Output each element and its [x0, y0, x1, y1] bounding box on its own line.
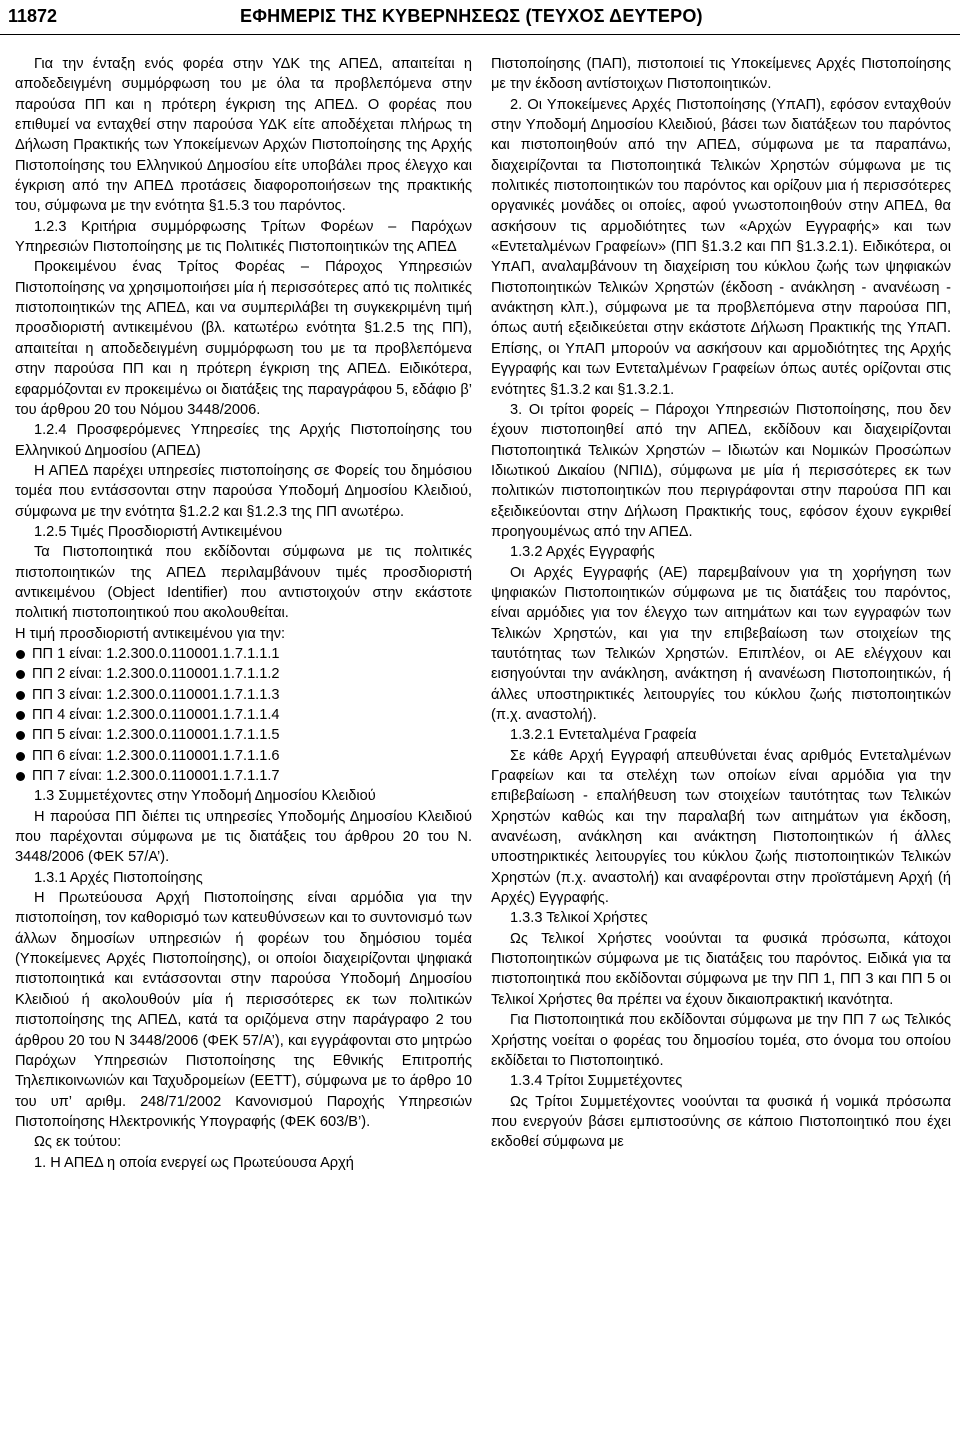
oid-list: [15, 644, 472, 786]
section-heading-1-2-5: 1.2.5 Τιμές Προσδιοριστή Αντικειμένου: [34, 523, 283, 540]
paragraph: 3. Οι τρίτοι φορείς – Πάροχοι Υπηρεσιών Πιστοποίησης, που δεν έχουν πιστοποιηθεί από την ΑΠΕΔ, εκδίδουν και διαχειρίζονται Πιστοποιητικά Τελικών Χρηστών – Ιδιωτών και Νομικών Προσώπων Ιδιωτικού Δικαίου (ΝΠΙΔ), σύμφωνα με μία ή περισσότερες εκ των πολιτικών πιστοποιητικών που περιγράφονται στην παρούσα ΠΠ και εξειδικεύονται στην Δήλωση Πρακτικής τους, εφόσον έχουν εγκριθεί προηγουμένως από την ΑΠΕΔ.: [491, 401, 951, 540]
list-item-text: ΠΠ 6 είναι: 1.2.300.0.110001.1.7.1.1.6: [32, 747, 280, 764]
section-heading-1-3-2: 1.3.2 Αρχές Εγγραφής: [510, 544, 655, 561]
list-item-text: ΠΠ 3 είναι: 1.2.300.0.110001.1.7.1.1.3: [32, 686, 280, 703]
gazette-title: ΕΦΗΜΕΡΙΣ ΤΗΣ ΚΥΒΕΡΝΗΣΕΩΣ (ΤΕΥΧΟΣ ΔΕΥΤΕΡΟ): [240, 6, 703, 26]
paragraph: Ως εκ τούτου:: [34, 1134, 122, 1151]
bullet-icon: [16, 650, 25, 659]
section-heading-1-3-4: 1.3.4 Τρίτοι Συμμετέχοντες: [510, 1073, 683, 1090]
paragraph: Η ΑΠΕΔ παρέχει υπηρεσίες πιστοποίησης σε Φορείς του δημόσιου τομέα που εντάσσονται στην παρούσα Υποδομή Δημοσίου Κλειδιού, σύμφωνα με την ενότητα §1.2.2 και §1.2.3 της ΠΠ ανωτέρω.: [15, 462, 472, 520]
bullet-icon: [16, 731, 25, 740]
bullet-icon: [16, 670, 25, 679]
list-item-text: ΠΠ 4 είναι: 1.2.300.0.110001.1.7.1.1.4: [32, 707, 280, 723]
section-heading-1-3-3: 1.3.3 Τελικοί Χρήστες: [510, 910, 648, 927]
paragraph: Πιστοποίησης (ΠΑΠ), πιστοποιεί τις Υποκείμενες Αρχές Πιστοποίησης με την έκδοση αντίστοιχων Πιστοποιητικών.: [491, 56, 951, 93]
list-item-text: ΠΠ 7 είναι: 1.2.300.0.110001.1.7.1.1.7: [32, 768, 280, 785]
list-item-text: ΠΠ 5 είναι: 1.2.300.0.110001.1.7.1.1.5: [32, 727, 280, 744]
section-heading-1-2-3: 1.2.3 Κριτήρια συμμόρφωσης Τρίτων Φορέων – Παρόχων Υπηρεσιών Πιστοποίησης με τις Πολιτικές Πιστοποιητικών της ΑΠΕΔ: [15, 218, 472, 256]
paragraph: Οι Αρχές Εγγραφής (ΑΕ) παρεμβαίνουν για τη χορήγηση των ψηφιακών Πιστοποιητικών σύμφωνα με τις διατάξεις του παρόντος, είναι αρμόδιες για τον έλεγχο των αιτημάτων και των εγγραφών των Τελικών Χρηστών, και για την επιβεβαίωση των στοιχείων της ταυτότητας των Τελικών Χρηστών. Επιπλέον, οι ΑΕ ελέγχουν και εισηγούνται την ανάκληση, ανάκτηση ή ανανέωση Πιστοποιητικών, ή άλλες υποστηρικτικές λειτουργίες του κύκλου ζωής πιστοποιητικών (π.χ. αναστολή).: [491, 564, 951, 723]
list-item: [15, 685, 472, 705]
paragraph: Σε κάθε Αρχή Εγγραφή απευθύνεται ένας αριθμός Εντεταλμένων Γραφείων και τα στελέχη των οποίων είναι αρμόδια για την επιβεβαίωση - επαλήθευση των στοιχείων ταυτότητας των Τελικών Χρηστών καθώς και την παραλαβή των αιτημάτων για έκδοση, ανανέωση, ανάκληση και ανάκτηση Πιστοποιητικών ή άλλες υποστηρικτικές λειτουργίες του κύκλου ζωής πιστοποιητικών Τελικών Χρηστών (π.χ. αναστολή) και αναφέρονται στην προϊστάμενη Αρχή (ή Αρχές) Εγγραφής.: [491, 747, 951, 907]
paragraph: Ως Τελικοί Χρήστες νοούνται τα φυσικά πρόσωπα, κάτοχοι Πιστοποιητικών σύμφωνα με τις διατάξεις του παρόντος. Ειδικά για τα πιστοποιητικά που εκδίδονται σύμφωνα με την ΠΠ 1, ΠΠ 3 και ΠΠ 5 οι Τελικοί Χρήστες θα πρέπει να έχουν δικαιοπρακτική ικανότητα.: [491, 930, 951, 1008]
paragraph: Η παρούσα ΠΠ διέπει τις υπηρεσίες Υποδομής Δημοσίου Κλειδιού που παρέχονται σύμφωνα με τις διατάξεις του άρθρου 20 του Ν. 3448/2006 (ΦΕΚ 57/Α’).: [15, 808, 472, 866]
bullet-icon: [16, 711, 25, 720]
section-heading-1-2-4: 1.2.4 Προσφερόμενες Υπηρεσίες της Αρχής Πιστοποίησης του Ελληνικού Δημοσίου (ΑΠΕΔ): [15, 422, 472, 459]
bullet-icon: [16, 691, 25, 700]
list-item: [15, 664, 472, 684]
section-heading-1-3: 1.3 Συμμετέχοντες στην Υποδομή Δημοσίου Κλειδιού: [34, 788, 376, 805]
list-item: [15, 766, 472, 786]
list-item: [15, 644, 472, 664]
list-item: [15, 725, 472, 745]
header-divider: [0, 34, 960, 35]
paragraph: 2. Οι Υποκείμενες Αρχές Πιστοποίησης (ΥπΑΠ), εφόσον ενταχθούν στην Υποδομή Δημοσίου Κλειδιού, βάσει των διατάξεων του παρόντος και πιστοποιηθούν από την ΑΠΕΔ, σύμφωνα με τα παραπάνω, διαχειρίζονται τα Πιστοποιητικά Τελικών Χρηστών σύμφωνα με τις πολιτικές πιστοποιητικών του παρόντος και ορίζουν μια ή περισσότερες οργανικές μονάδες οι οποίες, αφού γνωστοποιηθούν στην ΑΠΕΔ, θα ασκήσουν τις αρμοδιότητες των «Αρχών Εγγραφής» και των «Εντεταλμένων Γραφείων» (ΠΠ §1.3.2 και ΠΠ §1.3.2.1). Ειδικότερα, οι ΥπΑΠ, αναλαμβάνουν τη διαχείριση του κύκλου ζωής των ψηφιακών Πιστοποιητικών Τελικών Χρηστών (έκδοση - ανάκληση - ανανέωση - ανάκτηση κλπ.), σύμφωνα με τα προβλεπόμενα στην παρούσα ΠΠ, όπως αυτή εξειδικεύεται στην εκάστοτε Δήλωση Πρακτικής της ΥπΑΠ. Επίσης, οι ΥπΑΠ μπορούν να ασκήσουν και αρμοδιότητες της Αρχής Εγγραφής και των Εντεταλμένων Γραφείων όπως αυτές ορίζονται στις ενότητες §1.3.2 και §1.3.2.1.: [491, 96, 951, 398]
section-heading-1-3-1: 1.3.1 Αρχές Πιστοποίησης: [34, 869, 203, 886]
paragraph: Προκειμένου ένας Τρίτος Φορέας – Πάροχος Υπηρεσιών Πιστοποίησης να χρησιμοποιήσει μία ή περισσότερες από τις πολιτικές πιστοποιητικών της ΑΠΕΔ, και να συμπεριλάβει τη συγκεκριμένη τιμή προσδιοριστή αντικειμένου (βλ. κατωτέρω ενότητα §1.2.5 της ΠΠ), απαιτείται η αποδεδειγμένη συμμόρφωση του με τα προβλεπόμενα στην παρούσα ΠΠ και η πρότερη έγκριση της ΑΠΕΔ. Ειδικότερα, εφαρμόζονται εν προκειμένω οι διατάξεις της παραγράφου 5, εδάφιο β’ του άρθρου 20 του Νόμου 3448/2006.: [15, 259, 472, 418]
left-column: [15, 54, 472, 1173]
page-number: 11872: [8, 6, 58, 26]
paragraph: Η τιμή προσδιοριστή αντικειμένου για την:: [15, 625, 286, 642]
paragraph: Για Πιστοποιητικά που εκδίδονται σύμφωνα με την ΠΠ 7 ως Τελικός Χρήστης νοείται ο φορέας του δημοσίου τομέα, στο όνομα του οποίου εκδίδεται το Πιστοποιητικό.: [491, 1012, 951, 1069]
paragraph: 1. Η ΑΠΕΔ η οποία ενεργεί ως Πρωτεύουσα Αρχή: [34, 1154, 354, 1171]
paragraph: Η Πρωτεύουσα Αρχή Πιστοποίησης είναι αρμόδια για την πιστοποίηση, τον καθορισμό των κατευθύνσεων και το συντονισμό των άλλων δημοσίων υπηρεσιών ή φορέων του δημόσιου τομέα (Υποκείμενες Αρχές Πιστοποίησης), οι οποίοι διαχειρίζονται ψηφιακά πιστοποιητικά και εντάσσονται στην παρούσα Υποδομή Δημοσίου Κλειδιού ή ακολουθούν μία ή περισσότερες εκ των πολιτικών πιστοποίησης της ΑΠΕΔ, κατά τα οριζόμενα στην παράγραφο 2 του άρθρου 20 του Ν 3448/2006 (ΦΕΚ 57/Α’), και εγγράφονται στο μητρώο Παρόχων Υπηρεσιών Πιστοποίησης της Εθνικής Επιτροπής Τηλεπικοινωνιών και Ταχυδρομείων (ΕΕΤΤ), σύμφωνα με το άρθρο 10 του υπ’ αριθμ. 248/71/2002 Κανονισμού Παροχής Υπηρεσιών Πιστοποίησης Ηλεκτρονικής Υπογραφής (ΦΕΚ 603/Β’).: [15, 890, 472, 1130]
paragraph: Για την ένταξη ενός φορέα στην ΥΔΚ της ΑΠΕΔ, απαιτείται η αποδεδειγμένη συμμόρφωση του με όλα τα προβλεπόμενα στην παρούσα ΠΠ και η πρότερη έγκριση της ΑΠΕΔ. Ο φορέας που επιθυμεί να ενταχθεί στην παρούσα ΥΔΚ είτε αποδέχεται πλήρως τη Δήλωση Πρακτικής των Υποκείμενων Αρχών Πιστοποίησης της Αρχής Πιστοποίησης του Ελληνικού Δημοσίου είτε υποβάλει προς έλεγχο και έγκριση από την ΑΠΕΔ προτάσεις διαφοροποιήσεων της πρακτικής του, σύμφωνα με την ενότητα §1.5.3 του παρόντος.: [15, 56, 472, 215]
bullet-icon: [16, 772, 25, 781]
list-item-text: ΠΠ 2 είναι: 1.2.300.0.110001.1.7.1.1.2: [32, 666, 280, 683]
paragraph: Τα Πιστοποιητικά που εκδίδονται σύμφωνα με τις πολιτικές πιστοποιητικών της ΑΠΕΔ περιλαμβάνουν τιμές προσδιοριστή αντικειμένου (Object Identifier) που αντιστοιχούν στην εκάστοτε πολιτική πιστοποιητικού που ακολουθείται.: [15, 544, 472, 622]
paragraph: Ως Τρίτοι Συμμετέχοντες νοούνται τα φυσικά ή νομικά πρόσωπα που ενεργούν βάσει εμπιστοσύνης σε κάποιο Πιστοποιητικό που έχει εκδοθεί σύμφωνα με: [491, 1093, 951, 1151]
list-item-text: ΠΠ 1 είναι: 1.2.300.0.110001.1.7.1.1.1: [32, 645, 280, 662]
list-item: [15, 705, 472, 725]
bullet-icon: [16, 752, 25, 761]
page-header: [0, 0, 960, 40]
section-heading-1-3-2-1: 1.3.2.1 Εντεταλμένα Γραφεία: [510, 727, 697, 744]
list-item: [15, 746, 472, 766]
right-column: [491, 54, 951, 1153]
